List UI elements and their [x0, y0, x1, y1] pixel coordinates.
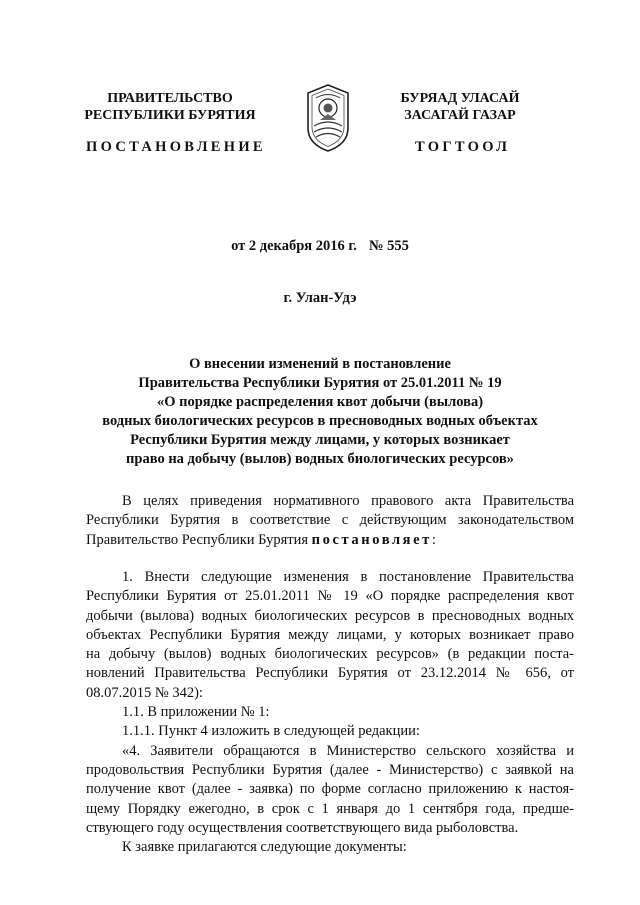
item-1-line: объектах Республики Бурятия между лицами, у которых возникает право	[86, 626, 574, 643]
operative-word: постановляет	[311, 531, 432, 548]
item-4-line: щему Порядку ежегодно, в срок с 1 января до 1 сентября года, предше-	[86, 800, 574, 817]
item-1-paragraph	[86, 568, 574, 857]
date-line	[0, 238, 640, 255]
item-4-line: продовольствия Республики Бурятия (далее - Министерство) с заявкой на	[86, 761, 574, 778]
preamble-line: В целях приведения нормативного правового акта Правительства	[122, 493, 574, 509]
doc-type-ru: ПОСТАНОВЛЕНИЕ	[86, 139, 266, 155]
document-title	[90, 355, 550, 469]
item-1-line: на добычу (вылов) водных биологических ресурсов» (в редакции поста-	[86, 646, 574, 663]
title-line: О внесении изменений в постановление	[189, 356, 451, 372]
title-line: Республики Бурятия между лицами, у которых возникает	[130, 432, 510, 448]
coat-of-arms-icon	[302, 82, 354, 154]
header-right	[370, 90, 550, 124]
item-1-line: новлений Правительства Республики Бурятия от 23.12.2014 № 656, от	[86, 665, 574, 682]
title-line: Правительства Республики Бурятия от 25.01.2011 № 19	[138, 375, 502, 391]
city: г. Улан-Удэ	[283, 290, 357, 306]
title-line: водных биологических ресурсов в пресноводных водных объектах	[102, 413, 538, 429]
attachments-line: К заявке прилагаются следующие документы:	[122, 839, 407, 856]
title-line: «О порядке распределения квот добычи (вылова)	[156, 394, 484, 410]
doc-type-bua: ТОГТООЛ	[415, 139, 511, 155]
header-left	[60, 90, 280, 124]
preamble-line-last	[86, 531, 574, 550]
item-1-line: Республики Бурятия от 25.01.2011 № 19 «О порядке распределения квот	[86, 588, 574, 605]
document-date: от 2 декабря 2016 г.	[231, 238, 357, 254]
item-1-line: 08.07.2015 № 342):	[86, 684, 203, 701]
header-left-line1: ПРАВИТЕЛЬСТВО	[107, 91, 233, 106]
header-right-line1: БУРЯАД УЛАСАЙ	[400, 91, 520, 106]
preamble-prefix: Правительство Республики Бурятия	[86, 531, 312, 548]
preamble-suffix: :	[431, 531, 436, 548]
item-4-line: получение квот (далее - заявка) по форме согласно приложению к настоя-	[86, 781, 574, 798]
title-line: право на добычу (вылов) водных биологических ресурсов»	[126, 451, 514, 467]
header-left-line2: РЕСПУБЛИКИ БУРЯТИЯ	[84, 108, 256, 123]
item-4-line: ствующего году осуществления соответствующего вида рыболовства.	[86, 819, 519, 836]
header-right-line2: ЗАСАГАЙ ГАЗАР	[404, 108, 516, 123]
item-1-1: 1.1. В приложении № 1:	[122, 704, 270, 721]
item-1-line: 1. Внести следующие изменения в постановление Правительства	[122, 569, 574, 585]
item-1-line: добычи (вылова) водных биологических ресурсов в пресноводных водных	[86, 607, 574, 624]
preamble-line: Республики Бурятия в соответствие с действующим законодательством	[86, 512, 574, 529]
preamble-paragraph	[86, 492, 574, 550]
item-4-line: «4. Заявители обращаются в Министерство сельского хозяйства и	[122, 742, 574, 759]
document-number: № 555	[368, 238, 409, 254]
item-1-1-1: 1.1.1. Пункт 4 изложить в следующей редакции:	[122, 723, 420, 740]
